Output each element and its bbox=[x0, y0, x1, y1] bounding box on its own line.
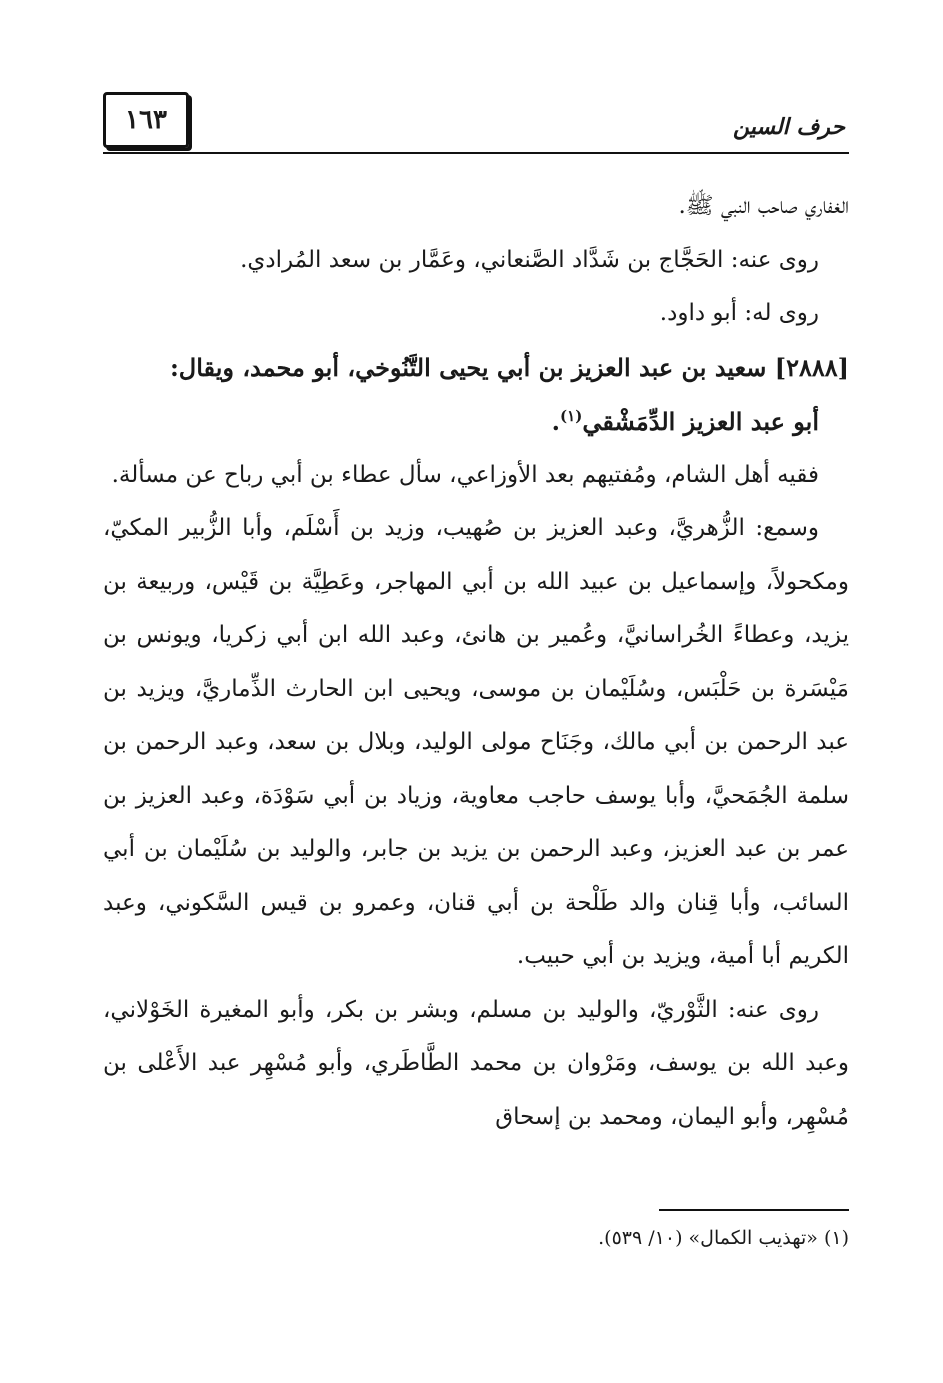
footnote-rule bbox=[659, 1209, 849, 1211]
header-rule bbox=[103, 152, 849, 154]
paragraph-description: فقيه أهل الشام، ومُفتيهم بعد الأوزاعي، سأل عطاء بن أبي رباح عن مسألة. bbox=[111, 461, 819, 488]
entry-heading bbox=[103, 341, 849, 449]
paragraph-continuation: الغفاري صاحب النبي ﷺ. bbox=[678, 193, 849, 219]
paragraph-students: روى عنه: الثَّوْريّ، والوليد بن مسلم، وبشر بن بكر، وأبو المغيرة الخَوْلاني، وعبد الله بن يوسف، ومَرْوان بن محمد الطَّاطَري، وأبو مُسْهِر عبد الأَعْلى بن مُسْهِر، وأبو اليمان، ومحمد بن إسحاق bbox=[103, 996, 849, 1130]
main-text bbox=[103, 180, 849, 1144]
entry-title: سعيد بن عبد العزيز بن أبي يحيى التَّنُوخي، أبو محمد، ويقال: bbox=[169, 352, 767, 382]
section-title: حرف السين bbox=[732, 114, 845, 140]
page-header bbox=[103, 92, 849, 154]
paragraph-narrators-from: روى عنه: الحَجَّاج بن شَدَّاد الصَّنعاني، وعَمَّار بن سعد المُرادي. bbox=[240, 246, 819, 273]
paragraph-narrated-by: روى له: أبو داود. bbox=[659, 300, 819, 326]
footnote: (١) «تهذيب الكمال» (١٠/ ٥٣٩). bbox=[598, 1227, 849, 1249]
page-number: ١٦٣ bbox=[103, 92, 189, 148]
entry-number: [٢٨٨٨] bbox=[774, 352, 849, 382]
entry-title-continuation: أبو عبد العزيز الدِّمَشْقي$^{(١)}$. bbox=[551, 406, 819, 436]
footnote-reference-mark: (١) bbox=[560, 406, 583, 425]
entry-title-name: أبو عبد العزيز الدِّمَشْقي bbox=[582, 406, 819, 436]
paragraph-teachers: وسمع: الزُّهريَّ، وعبد العزيز بن صُهيب، وزيد بن أَسْلَم، وأبا الزُّبير المكيّ، ومكحولاً، وإسماعيل بن عبيد الله بن أبي المهاجر، وعَطِيَّة بن قَيْس، وربيعة بن يزيد، وعطاءً الخُراسانيَّ، وعُمير بن هانئ، وعبد الله ابن أبي زكريا، ويونس بن مَيْسَرة بن حَلْبَس، وسُلَيْمان بن موسى، ويحيى ابن الحارث الذِّماريَّ، ويزيد بن عبد الرحمن بن أبي مالك، وجَنَاح مولى الوليد، وبلال بن سعد، وعبد الرحمن بن سلمة الجُمَحيَّ، وأبا يوسف حاجب معاوية، وزياد بن أبي سَوْدَة، وعبد العزيز بن عمر بن عبد العزيز، وعبد الرحمن بن يزيد بن جابر، والوليد بن سُلَيْمان بن أبي السائب، وأبا قِنان والد طَلْحة بن أبي قنان، وعمرو بن قيس السَّكوني، وعبد الكريم أبا أمية، ويزيد بن أبي حبيب. bbox=[103, 515, 849, 969]
